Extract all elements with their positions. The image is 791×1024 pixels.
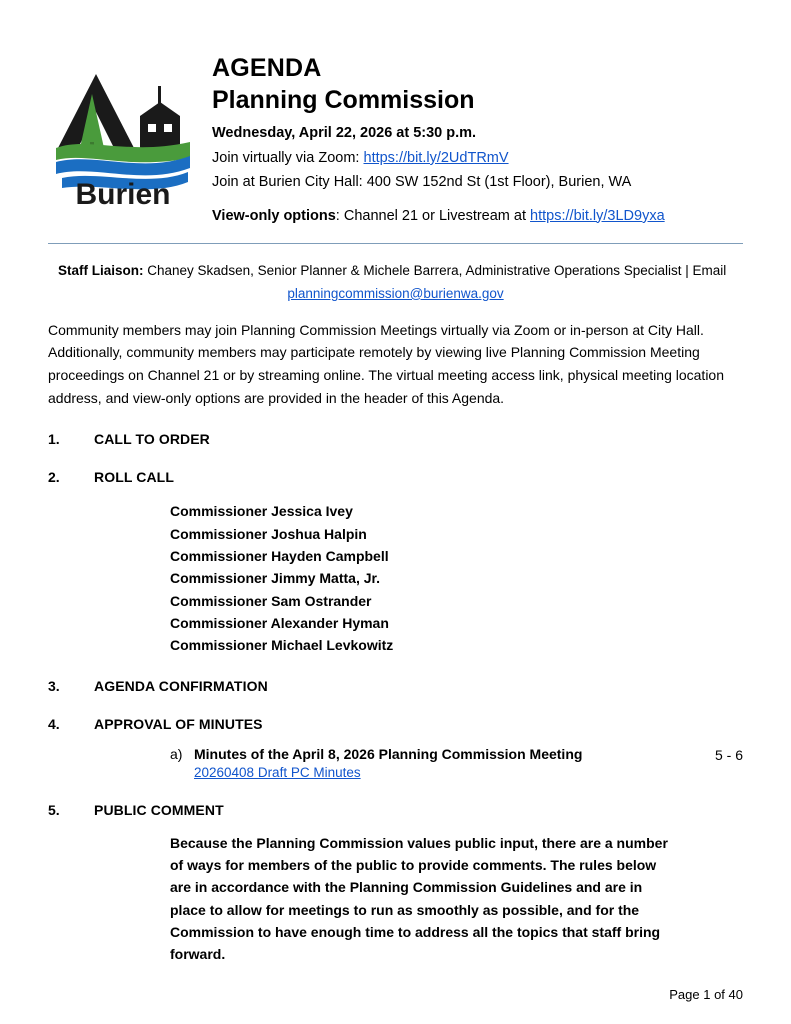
in-person-line: Join at Burien City Hall: 400 SW 152nd St (1st Floor), Burien, WA	[212, 174, 632, 191]
page-footer: Page 1 of 40	[669, 987, 743, 1002]
agenda-item-number: 2.	[48, 469, 60, 486]
agenda-item-title: PUBLIC COMMENT	[94, 801, 224, 818]
public-comment-body: Because the Planning Commission values public input, there are a number of ways for members of the public to provide comments. The rules below are in accordance with the Planning Commission Guidelines and are in place to allow for meetings to run as smoothly as possible, and for the Commission to have enough time to address all the topics that staff bring forward.	[170, 834, 668, 963]
minutes-attachment-line	[194, 765, 703, 780]
staff-liaison-line	[58, 260, 743, 282]
list-item: Commissioner Sam Ostrander	[170, 592, 372, 609]
livestream-link[interactable]: https://bit.ly/3LD9yxa	[530, 207, 665, 224]
staff-liaison-names: Chaney Skadsen, Senior Planner & Michele Barrera, Administrative Operations Specialist | Email	[143, 263, 727, 279]
document-title: Planning Commission	[212, 85, 475, 114]
agenda-item-agenda-confirmation	[48, 678, 743, 694]
agenda-item-roll-call	[48, 469, 743, 485]
agenda-item-public-comment	[48, 802, 743, 818]
staff-liaison-label: Staff Liaison:	[58, 263, 144, 279]
zoom-link[interactable]: https://bit.ly/2UdTRmV	[363, 149, 509, 166]
header-text-block	[212, 42, 743, 229]
meeting-datetime: Wednesday, April 22, 2026 at 5:30 p.m.	[212, 125, 477, 141]
list-item: Commissioner Jessica Ivey	[170, 503, 353, 520]
minutes-sub-item	[170, 746, 743, 780]
sub-item-letter: a)	[170, 745, 183, 762]
zoom-join-line	[212, 147, 743, 169]
agenda-item-number: 4.	[48, 715, 60, 732]
burien-city-logo	[48, 42, 198, 206]
agenda-item-title: ROLL CALL	[94, 469, 174, 486]
staff-liaison-email-link[interactable]: planningcommission@burienwa.gov	[287, 285, 504, 301]
minutes-attachment-link[interactable]: 20260408 Draft PC Minutes	[194, 764, 361, 780]
agenda-item-approval-of-minutes	[48, 716, 743, 732]
agenda-item-title: CALL TO ORDER	[94, 431, 210, 448]
document-type: AGENDA	[212, 54, 322, 82]
svg-text:Burien: Burien	[75, 178, 171, 206]
zoom-join-label: Join virtually via Zoom:	[212, 149, 364, 166]
agenda-item-number: 5.	[48, 801, 60, 818]
list-item: Commissioner Alexander Hyman	[170, 614, 389, 631]
document-header	[48, 30, 743, 229]
list-item: Commissioner Michael Levkowitz	[170, 637, 394, 654]
view-only-label: View-only options	[212, 207, 336, 224]
agenda-item-number: 1.	[48, 431, 60, 448]
staff-liaison-email-line	[48, 286, 743, 301]
header-divider	[48, 243, 743, 244]
view-only-line	[212, 205, 743, 227]
commissioner-roster	[170, 501, 743, 655]
agenda-item-number: 3.	[48, 677, 60, 694]
agenda-item-title: AGENDA CONFIRMATION	[94, 677, 268, 694]
agenda-item-title: APPROVAL OF MINUTES	[94, 715, 263, 732]
minutes-page-range: 5 - 6	[714, 746, 743, 763]
list-item: Commissioner Hayden Campbell	[170, 548, 389, 565]
view-only-text: : Channel 21 or Livestream at	[335, 207, 531, 224]
minutes-title: Minutes of the April 8, 2026 Planning Commission Meeting	[194, 745, 583, 762]
sub-item-body	[194, 746, 703, 780]
list-item: Commissioner Jimmy Matta, Jr.	[170, 570, 381, 587]
list-item: Commissioner Joshua Halpin	[170, 525, 367, 542]
agenda-item-call-to-order	[48, 431, 743, 447]
intro-paragraph: Community members may join Planning Commission Meetings virtually via Zoom or in-person at City Hall. Additionally, community members may participate remotely by viewing live Planning Commission Meeting proceedings on Channel 21 or by streaming online. The virtual meeting access link, physical meeting location address, and view-only options are provided in the header of this Agenda.	[48, 321, 725, 406]
burien-logo-icon	[48, 56, 198, 206]
